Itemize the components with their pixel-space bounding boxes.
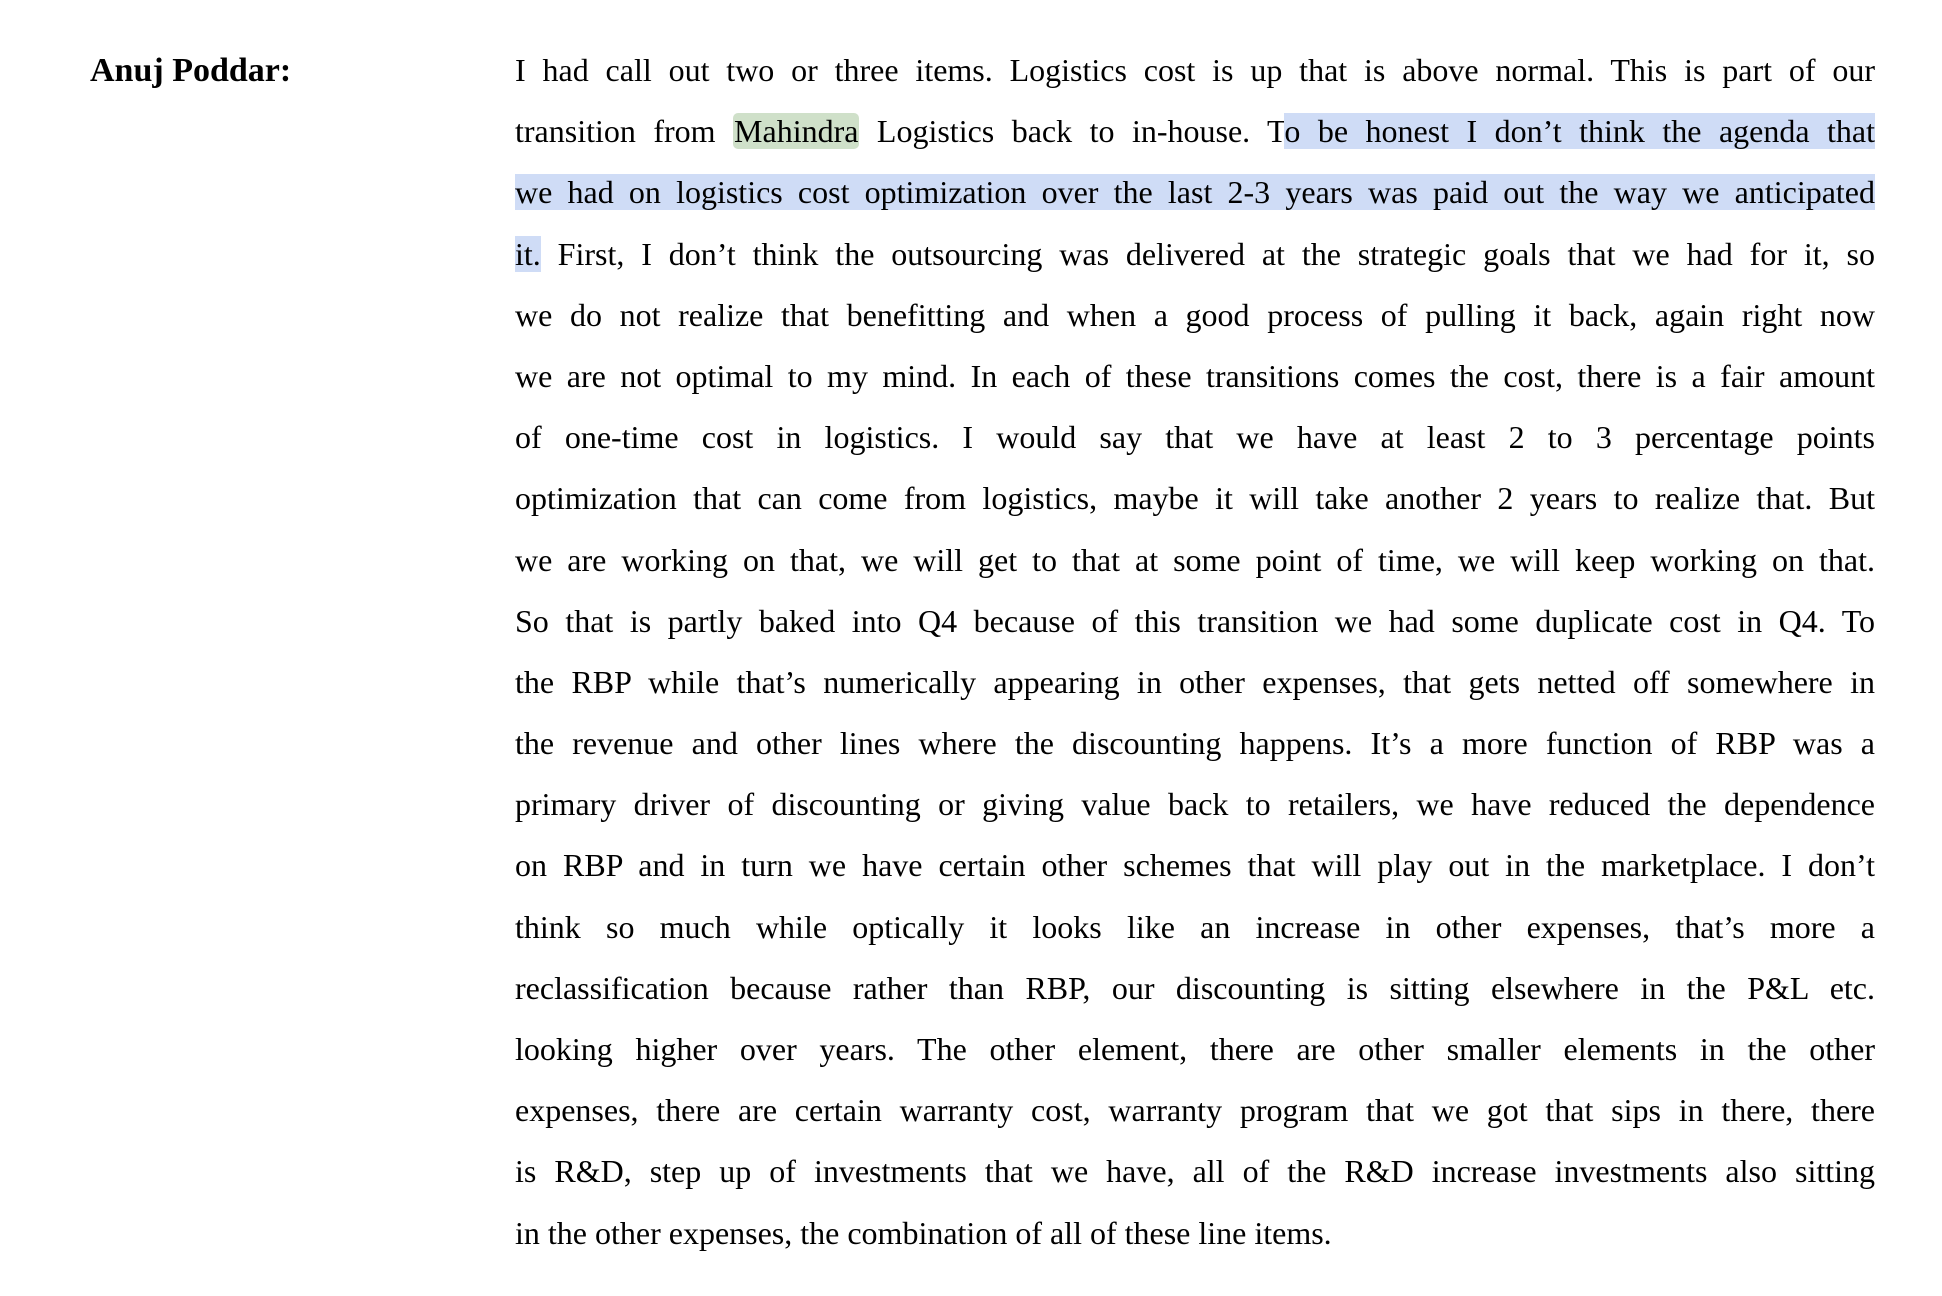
transcript-text: First, I don’t think the outsourcing was delivered at the strategic goals that we had for it, so [540,235,1875,272]
transcript-text: think so much while optically it looks like an increase in other expenses, that’s more a [515,908,1875,945]
transcript-line [515,1088,1875,1149]
selected-text: o be honest I don’t think the agenda that [1284,113,1876,150]
transcript-text: optimization that can come from logistics, maybe it will take another 2 years to realize that. But [515,480,1875,517]
transcript-line [515,1211,1875,1272]
transcript-line [515,1149,1875,1210]
transcript-text: in the other expenses, the combination of all of these line items. [515,1214,1332,1251]
entity-highlight: Mahindra [734,113,859,150]
transcript-line [515,354,1875,415]
transcript-line [515,170,1875,231]
transcript-line [515,721,1875,782]
transcript-text: Logistics back to in-house. T [859,113,1285,150]
selected-text: we had on logistics cost optimization over the last 2-3 years was paid out the way we anticipated [515,174,1875,211]
transcript-text: is R&D, step up of investments that we have, all of the R&D increase investments also sitting [515,1153,1875,1190]
transcript-text: we are working on that, we will get to that at some point of time, we will keep working on that. [515,541,1875,578]
speaker-name: Anuj Poddar: [90,52,292,89]
transcript-line [515,48,1875,109]
transcript-line [515,1027,1875,1088]
transcript-text: expenses, there are certain warranty cost, warranty program that we got that sips in there, there [515,1092,1875,1129]
transcript-line [515,660,1875,721]
selected-text: it. [515,235,541,272]
transcript-line [515,782,1875,843]
transcript-line [515,293,1875,354]
transcript-text: we do not realize that benefitting and when a good process of pulling it back, again right now [515,296,1875,333]
transcript-text: we are not optimal to my mind. In each of these transitions comes the cost, there is a fair amount [515,357,1875,394]
transcript-text: the revenue and other lines where the discounting happens. It’s a more function of RBP was a [515,725,1875,762]
transcript-line [515,843,1875,904]
transcript-text: So that is partly baked into Q4 because of this transition we had some duplicate cost in Q4. To [515,602,1875,639]
transcript-line [515,476,1875,537]
transcript-line [515,415,1875,476]
transcript-line [515,538,1875,599]
transcript-text: reclassification because rather than RBP, our discounting is sitting elsewhere in the P&L etc. [515,969,1875,1006]
transcript-text: primary driver of discounting or giving value back to retailers, we have reduced the dependence [515,786,1875,823]
transcript-text: looking higher over years. The other element, there are other smaller elements in the other [515,1031,1875,1067]
transcript-text: of one-time cost in logistics. I would say that we have at least 2 to 3 percentage points [515,419,1875,456]
transcript-text: the RBP while that’s numerically appearing in other expenses, that gets netted off somewhere in [515,663,1875,700]
transcript-paragraph[interactable] [515,48,1875,1272]
transcript-line [515,109,1875,170]
transcript-line [515,599,1875,660]
transcript-line [515,905,1875,966]
transcript-text: I had call out two or three items. Logistics cost is up that is above normal. This is part of our [515,52,1875,88]
transcript-text: transition from [515,113,734,150]
transcript-line [515,232,1875,293]
transcript-line [515,966,1875,1027]
transcript-text: on RBP and in turn we have certain other schemes that will play out in the marketplace. I don’t [515,847,1875,884]
